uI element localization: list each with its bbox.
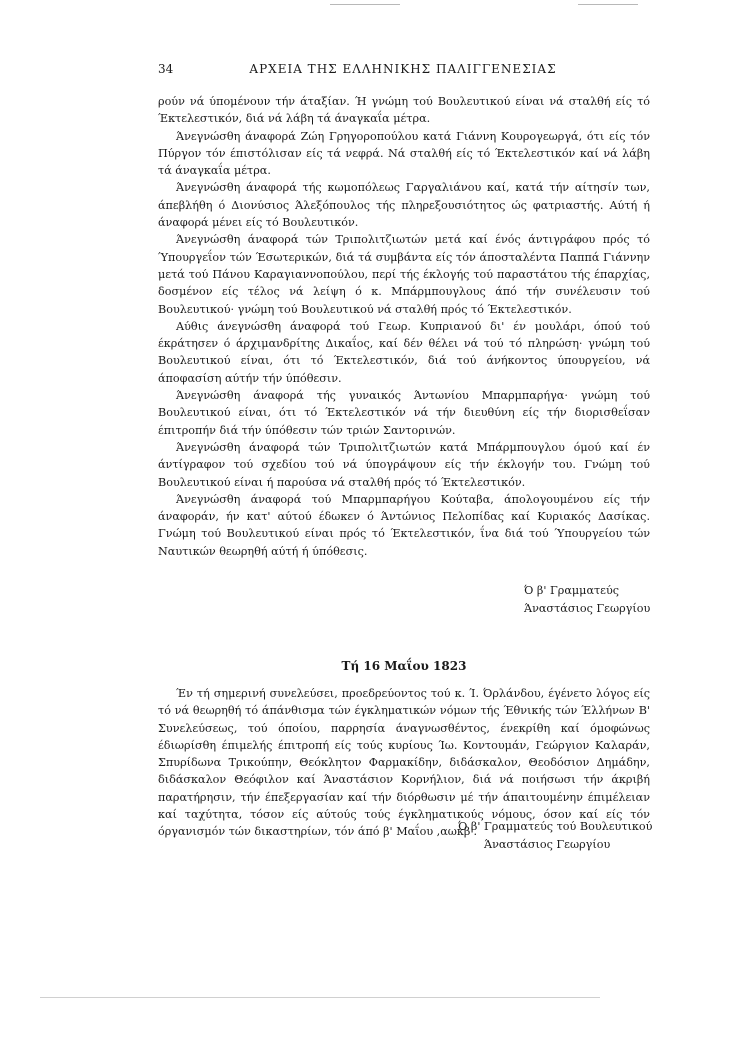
paragraph: Έν τή σημερινή συνελεύσει, προεδρεύοντος τού κ. Ί. Όρλάνδου, έγένετο λόγος είς τό νά θεωρηθή τό άπάνθισμα τών έγκληματικών νόμων τής Έθνικής τών Έλλήνων Β' Συνελεύσεως, τού όποίου, παρρησία άναγνωσθέντος, ένεκρίθη καί όμοφώνως έδιωρίσθη έπιμελής έπιτροπή είς τούς κυρίους Ίω. Κοντουμάν, Γεώργιον Καλαράν, Σπυρίδωνα Τρικούπην, Θεόκλητον Φαρμακίδην, διδάσκαλον, Θεοδόσιον Δημάδην, διδάσκαλον Θεόφιλον καί Άναστάσιον Κορνήλιον, διά νά ποιήσωσι τήν άκριβή παρατήρησιν, τήν έπεξεργασίαν καί τήν διόρθωσιν μέ τήν άπαιτουμένην έπιμέλειαν καί ταχύτητα, τόσον είς αύτούς τούς έγκληματικούς νόμους, όσον καί είς τόν όργανισμόν τών δικαστηρίων, τόν άπό β' Μαΐου ,αωκβ'. [158,687,650,839]
running-title: ΑΡΧΕΙΑ ΤΗΣ ΕΛΛΗΝΙΚΗΣ ΠΑΛΙΓΓΕΝΕΣΙΑΣ [249,62,557,76]
scan-edge-top-right [578,4,638,5]
paragraph: Άνεγνώσθη άναφορά Ζώη Γρηγοροπούλου κατά Γιάννη Κουρογεωργά, ότι είς τόν Πύργον τόν έπιστόλισαν είς τά νεφρά. Νά σταλθή είς τό Έκτελεστικόν καί νά λάβη τά άναγκαΐα μέτρα. [158,129,650,178]
scan-edge-bottom [40,997,600,998]
paragraph: Άνεγνώσθη άναφορά τής γυναικός Άντωνίου Μπαρμπαρήγα· γνώμη τού Βουλευτικού είναι, ότι τό Έκτελεστικόν νά τήν διευθύνη είς τήν διορισθεΐσαν έπιτροπήν διά τήν ύπόθεσιν τών τριών Σαντορινών. [158,389,650,437]
paragraph: Άνεγνώσθη άναφορά τής κωμοπόλεως Γαργαλιάνου καί, κατά τήν αίτησίν των, άπεβλήθη ό Διονύσιος Άλεξόπουλος τής πληρεξουσιότητος ώς φατριαστής. Αύτή ή άναφορά μένει είς τό Βουλευτικόν. [158,181,650,230]
paragraph: ρούν νά ύπομένουν τήν άταξίαν. Ή γνώμη τού Βουλευτικού είναι νά σταλθή είς τό Έκτελεστικόν, διά νά λάβη τά άναγκαΐα μέτρα. [158,95,650,126]
paragraph: Αύθις άνεγνώσθη άναφορά τού Γεωρ. Κυπριανού δι' έν μουλάρι, όπού τού έκράτησεν ό άρχιμανδρίτης Δικαΐος, καί δέν θέλει νά τού τό πληρώση· γνώμη τού Βουλευτικού είναι, ότι τό Έκτελεστικόν, διά τού άνήκοντος ύπουργείου, νά άποφασίση αύτήν τήν ύπόθεσιν. [158,319,650,385]
page-number: 34 [158,62,174,76]
signature-name: Άναστάσιος Γεωργίου [524,602,651,615]
section-1-text [158,93,650,560]
signature-block-2 [458,818,652,854]
paragraph: Άνεγνώσθη άναφορά τών Τριπολιτζιωτών μετά καί ένός άντιγράφου πρός τό Ύπουργεΐον τών Έσωτερικών, διά τά συμβάντα είς τόν άποσταλέντα Παππά Γιάννην μετά τού Πάνου Καραγιαννοπούλου, περί τής έκλογής τού παραστάτου τής έπαρχίας, δοσμένον είς τέλος νά λείψη ό κ. Μπάρμπουγλους άπό τήν συνέλευσιν τού Βουλευτικού· γνώμη τού Βουλευτικού νά σταλθή πρός τό Έκτελεστικόν. [158,233,650,316]
signature-title: Ό β' Γραμματεύς [524,584,620,597]
page-header [158,62,648,82]
scan-edge-top [330,4,400,5]
section-date-heading: Τή 16 Μαΐου 1823 [341,659,467,673]
paragraph: Άνεγνώσθη άναφορά τού Μπαρμπαρήγου Κούταβα, άπολογουμένου είς τήν άναφοράν, ήν κατ' αύτού έδωκεν ό Άντώνιος Πελοπίδας καί Κυριακός Δασίκας. Γνώμη τού Βουλευτικού είναι πρός τό Έκτελεστικόν, ΐνα διά τού Ύπουργείου τών Ναυτικών θεωρηθή αύτή ή ύπόθεσις. [158,492,650,558]
signature-name: Άναστάσιος Γεωργίου [484,838,611,851]
paragraph: Άνεγνώσθη άναφορά τών Τριπολιτζιωτών κατά Μπάρμπουγλου όμού καί έν άντίγραφον τού σχεδίου τού νά ύπογράψουν είς τήν έκλογήν του. Γνώμη τού Βουλευτικού είναι ή παρούσα νά σταλθή πρός τό Έκτελεστικόν. [158,440,650,489]
signature-title: Ό β' Γραμματεύς τού Βουλευτικού [458,820,653,833]
signature-block-1 [524,582,650,618]
